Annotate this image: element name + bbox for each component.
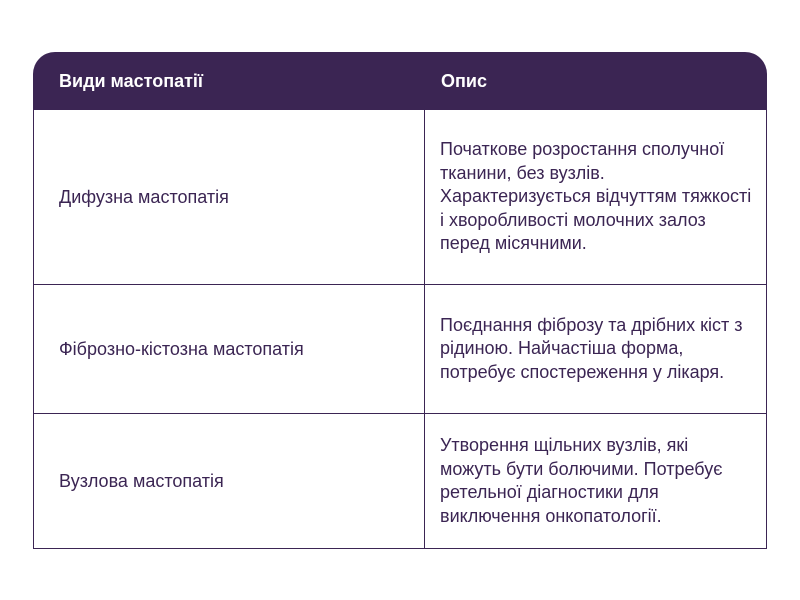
header-type: Види мастопатії <box>59 70 203 91</box>
row-type: Дифузна мастопатія <box>34 110 425 284</box>
row-type: Фіброзно-кістозна мастопатія <box>34 285 425 413</box>
table-row <box>33 414 767 549</box>
table-row <box>33 110 767 285</box>
mastopathy-types-table <box>33 52 767 549</box>
table-header <box>33 52 767 110</box>
table-row <box>33 285 767 414</box>
header-description: Опис <box>441 70 487 91</box>
row-description: Поєднання фіброзу та дрібних кіст з рідиною. Найчастіша форма, потребує спостереження у лікаря. <box>440 314 743 382</box>
row-description: Утворення щільних вузлів, які можуть бути болючими. Потребує ретельної діагностики для виключення онкопатології. <box>440 435 723 526</box>
row-type: Вузлова мастопатія <box>34 414 425 548</box>
row-description: Початкове розростання сполучної тканини, без вузлів. Характеризується відчуттям тяжкості і хворобливості молочних залоз перед місячними. <box>440 139 752 254</box>
